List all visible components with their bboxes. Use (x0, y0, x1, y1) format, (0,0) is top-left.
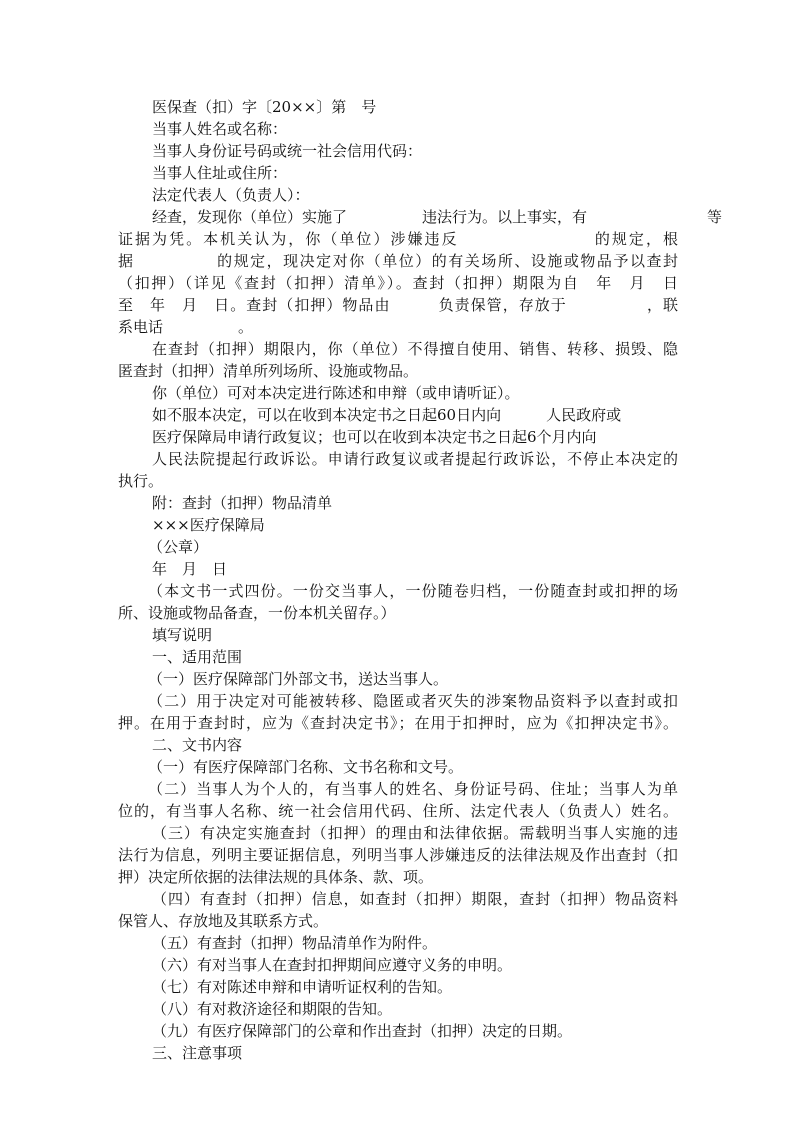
instruction-item: （八）有对救济途径和期限的告知。 (152, 1000, 393, 1018)
party-name-line: 当事人姓名或名称： (152, 120, 288, 138)
issuing-authority: ×××医疗保障局 (152, 516, 265, 534)
instruction-item: （四）有查封（扣押）信息，如查封（扣押）期限，查封（扣押）物品资料 (152, 890, 678, 908)
instruction-item: （一）医疗保障部门外部文书，送达当事人。 (148, 670, 449, 688)
attachment-line: 附：查封（扣押）物品清单 (152, 494, 333, 512)
party-id-line: 当事人身份证号码或统一社会信用代码： (152, 142, 423, 160)
instruction-item: （七）有对陈述申辩和申请听证权利的告知。 (152, 978, 453, 996)
body-line: 经查，发现你（单位）实施了 违法行为。以上事实，有 等 (152, 208, 723, 226)
instruction-item: （一）有医疗保障部门名称、文书名称和文号。 (148, 758, 464, 776)
copies-note: （本文书一式四份。一份交当事人，一份随卷归档，一份随查封或扣押的场 (148, 582, 678, 600)
party-address-line: 当事人住址或住所： (152, 164, 288, 182)
body-line: 执行。 (118, 472, 164, 490)
body-line: 匿查封（扣押）清单所列场所、设施或物品。 (118, 362, 419, 380)
instructions-heading: 填写说明 (152, 626, 213, 644)
body-line: 证据为凭。本机关认为，你（单位）涉嫌违反 的规定，根 (118, 230, 678, 248)
issue-date: 年 月 日 (152, 560, 228, 578)
instruction-item: （六）有对当事人在查封扣押期间应遵守义务的申明。 (152, 956, 513, 974)
body-line: 在查封（扣押）期限内，你（单位）不得擅自使用、销售、转移、损毁、隐 (152, 340, 678, 358)
body-line: 人民法院提起行政诉讼。申请行政复议或者提起行政诉讼，不停止本决定的 (152, 450, 678, 468)
instruction-item: （五）有查封（扣押）物品清单作为附件。 (152, 934, 438, 952)
instruction-item: （二）当事人为个人的，有当事人的姓名、身份证号码、住址；当事人为单 (148, 780, 678, 798)
body-line: 你（单位）可对本决定进行陈述和申辩（或申请听证）。 (152, 384, 520, 402)
body-line: 据 的规定，现决定对你（单位）的有关场所、设施或物品予以查封 (118, 252, 678, 270)
instruction-item: （九）有医疗保障部门的公章和作出查封（扣押）决定的日期。 (152, 1022, 573, 1040)
copies-note: 所、设施或物品备查，一份本机关留存。） (118, 604, 396, 622)
legal-representative-line: 法定代表人（负责人）： (152, 186, 310, 204)
official-seal-label: （公章） (148, 538, 209, 556)
body-line: 至 年 月 日。查封（扣押）物品由 负责保管，存放于 ，联 (118, 296, 678, 314)
instruction-item: 押。在用于查封时，应为《查封决定书》；在用于扣押时，应为《扣押决定书》。 (118, 714, 678, 732)
body-line: 医疗保障局申请行政复议；也可以在收到本决定书之日起6个月内向 (152, 428, 597, 446)
instruction-item: （二）用于决定对可能被转移、隐匿或者灭失的涉案物品资料予以查封或扣 (148, 692, 678, 710)
instruction-item: 押）决定所依据的法律法规的具体条、款、项。 (118, 868, 434, 886)
instruction-item: 法行为信息，列明主要证据信息，列明当事人涉嫌违反的法律法规及作出查封（扣 (118, 846, 678, 864)
section-heading: 二、文书内容 (152, 736, 243, 754)
instruction-item: 位的，有当事人名称、统一社会信用代码、住所、法定代表人（负责人）姓名。 (118, 802, 678, 820)
body-line: 如不服本决定，可以在收到本决定书之日起60日内向 人民政府或 (152, 406, 622, 424)
body-line: （扣押）（详见《查封（扣押）清单》）。查封（扣押）期限为自 年 月 日 (118, 274, 678, 292)
instruction-item: 保管人、存放地及其联系方式。 (118, 912, 329, 930)
document-number: 医保查（扣）字〔20××〕第 号 (152, 98, 377, 116)
instruction-item: （三）有决定实施查封（扣押）的理由和法律依据。需载明当事人实施的违 (152, 824, 678, 842)
body-line: 系电话 。 (118, 318, 254, 336)
section-heading: 三、注意事项 (152, 1044, 243, 1062)
section-heading: 一、适用范围 (152, 648, 243, 666)
